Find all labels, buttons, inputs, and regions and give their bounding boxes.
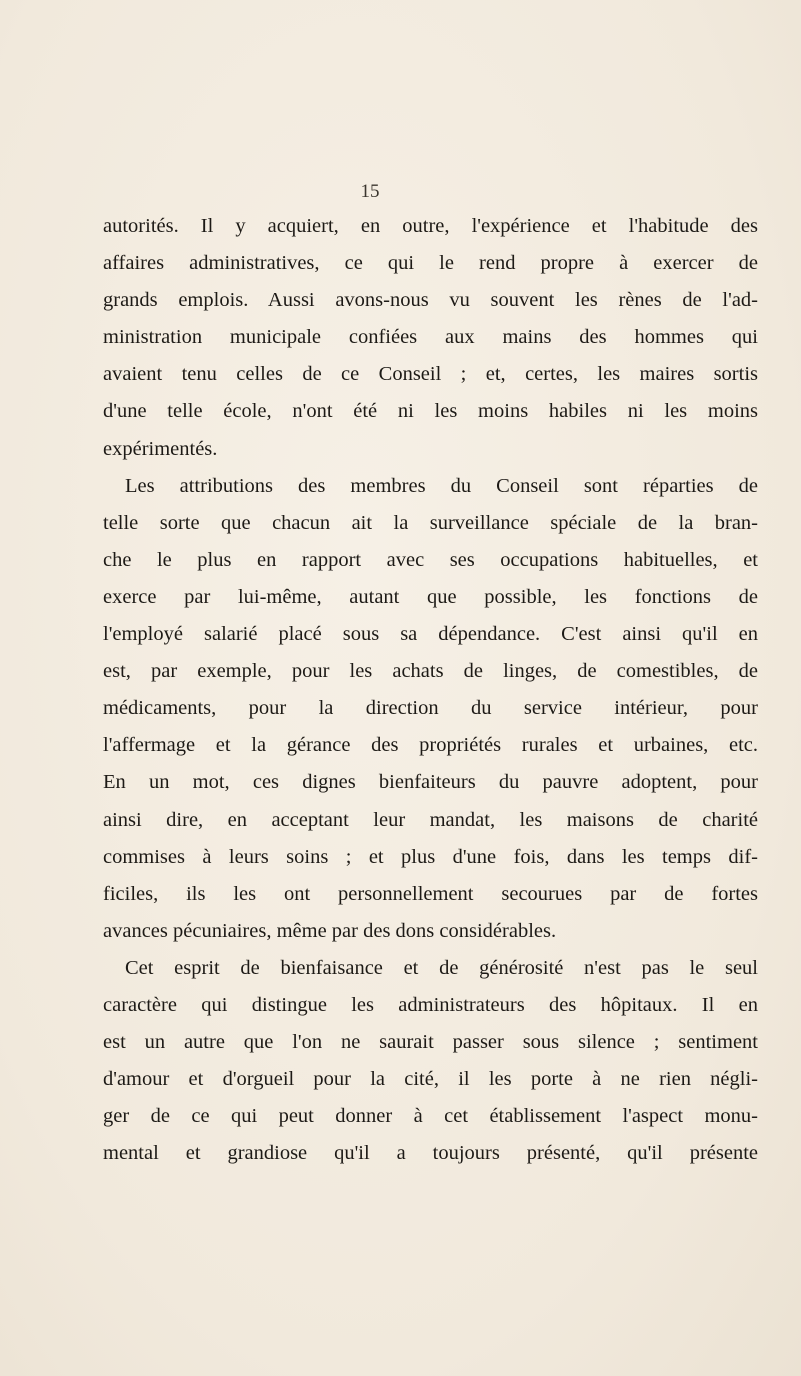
text-line: ainsi dire, en acceptant leur mandat, les maisons de charité: [103, 808, 758, 831]
text-line: exerce par lui-même, autant que possible, les fonctions de: [103, 585, 758, 608]
text-line: commises à leurs soins ; et plus d'une fois, dans les temps dif-: [103, 845, 758, 868]
text-line: Les attributions des membres du Conseil sont réparties de: [125, 474, 758, 497]
text-line: telle sorte que chacun ait la surveillance spéciale de la bran-: [103, 511, 758, 534]
text-line: che le plus en rapport avec ses occupations habituelles, et: [103, 548, 758, 571]
text-line: l'employé salarié placé sous sa dépendance. C'est ainsi qu'il en: [103, 623, 758, 646]
text-line: ger de ce qui peut donner à cet établissement l'aspect monu-: [103, 1105, 758, 1128]
text-line: ministration municipale confiées aux mains des hommes qui: [103, 326, 758, 349]
text-line: avances pécuniaires, même par des dons considérables.: [103, 919, 557, 942]
text-line: expérimentés.: [103, 437, 218, 460]
body-text: [103, 208, 758, 1172]
text-line: caractère qui distingue les administrateurs des hôpitaux. Il en: [103, 993, 758, 1016]
text-line: l'affermage et la gérance des propriétés rurales et urbaines, etc.: [103, 734, 758, 757]
text-line: affaires administratives, ce qui le rend propre à exercer de: [103, 252, 758, 275]
page-number: 15: [360, 181, 380, 202]
text-line: autorités. Il y acquiert, en outre, l'expérience et l'habitude des: [103, 215, 758, 237]
text-line: grands emplois. Aussi avons-nous vu souvent les rènes de l'ad-: [103, 289, 758, 312]
text-line: Cet esprit de bienfaisance et de générosité n'est pas le seul: [125, 956, 758, 979]
text-line: médicaments, pour la direction du service intérieur, pour: [103, 697, 758, 720]
text-line: ficiles, ils les ont personnellement secourues par de fortes: [103, 882, 758, 905]
text-line: est un autre que l'on ne saurait passer sous silence ; sentiment: [103, 1031, 758, 1054]
text-line: d'une telle école, n'ont été ni les moins habiles ni les moins: [103, 400, 758, 423]
text-line: avaient tenu celles de ce Conseil ; et, certes, les maires sortis: [103, 363, 758, 386]
text-line: En un mot, ces dignes bienfaiteurs du pauvre adoptent, pour: [103, 771, 758, 794]
text-line: mental et grandiose qu'il a toujours présenté, qu'il présente: [103, 1142, 758, 1165]
text-line: d'amour et d'orgueil pour la cité, il les porte à ne rien négli-: [103, 1068, 758, 1091]
text-line: est, par exemple, pour les achats de linges, de comestibles, de: [103, 660, 758, 683]
